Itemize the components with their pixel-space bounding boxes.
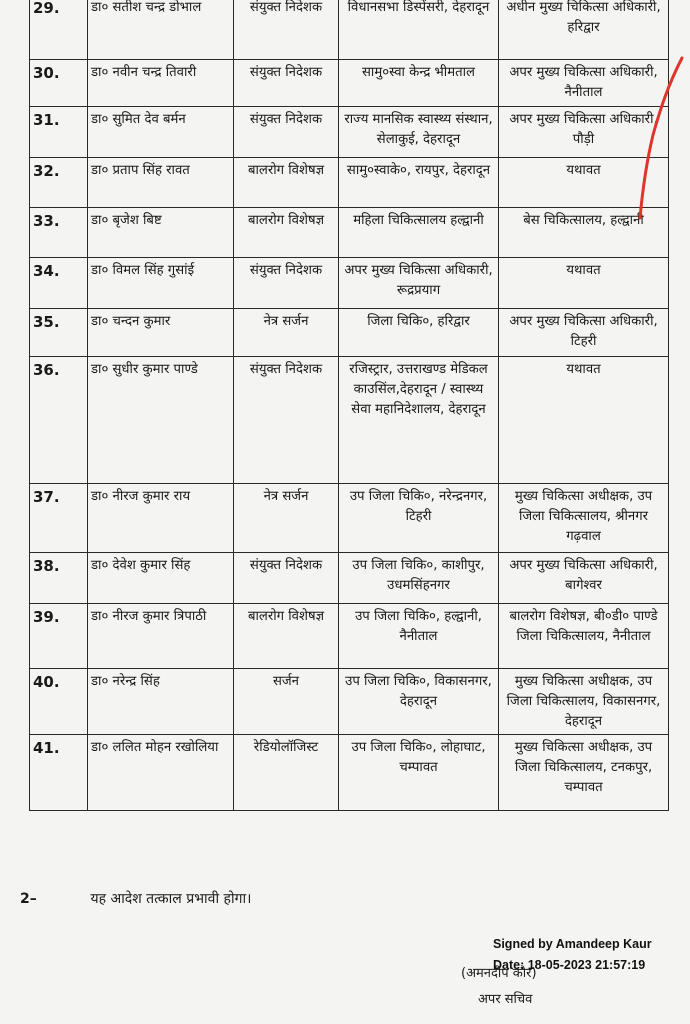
serial-number: 31. bbox=[30, 107, 88, 158]
designation: नेत्र सर्जन bbox=[234, 484, 339, 553]
designation: बालरोग विशेषज्ञ bbox=[234, 158, 339, 208]
current-posting: सामु०स्वा केन्द्र भीमताल bbox=[339, 60, 499, 107]
new-posting: यथावत bbox=[499, 258, 669, 309]
serial-number: 41. bbox=[30, 735, 88, 811]
table-row bbox=[30, 60, 669, 107]
table-row bbox=[30, 208, 669, 258]
new-posting: यथावत bbox=[499, 158, 669, 208]
serial-number: 30. bbox=[30, 60, 88, 107]
serial-number: 29. bbox=[30, 0, 88, 60]
officer-name: डा० सतीश चन्द्र डोभाल bbox=[88, 0, 234, 60]
designation: नेत्र सर्जन bbox=[234, 309, 339, 357]
transfer-table bbox=[29, 0, 669, 811]
designation: बालरोग विशेषज्ञ bbox=[234, 208, 339, 258]
new-posting: अपर मुख्य चिकित्सा अधिकारी, बागेश्वर bbox=[499, 553, 669, 604]
transfer-table-body bbox=[30, 0, 669, 811]
signatory-title: अपर सचिव bbox=[478, 992, 533, 1007]
serial-number: 38. bbox=[30, 553, 88, 604]
officer-name: डा० प्रताप सिंह रावत bbox=[88, 158, 234, 208]
current-posting: उप जिला चिकि०, लोहाघाट, चम्पावत bbox=[339, 735, 499, 811]
paragraph-text: यह आदेश तत्काल प्रभावी होगा। bbox=[90, 891, 252, 907]
current-posting: सामु०स्वाके०, रायपुर, देहरादून bbox=[339, 158, 499, 208]
current-posting: विधानसभा डिस्पेंसरी, देहरादून bbox=[339, 0, 499, 60]
designation: रेडियोलॉजिस्ट bbox=[234, 735, 339, 811]
officer-name: डा० सुधीर कुमार पाण्डे bbox=[88, 357, 234, 484]
current-posting: उप जिला चिकि०, हल्द्वानी, नैनीताल bbox=[339, 604, 499, 669]
designation: संयुक्त निदेशक bbox=[234, 107, 339, 158]
new-posting: मुख्य चिकित्सा अधीक्षक, उप जिला चिकित्सालय, श्रीनगर गढ़वाल bbox=[499, 484, 669, 553]
officer-name: डा० चन्दन कुमार bbox=[88, 309, 234, 357]
table-row bbox=[30, 669, 669, 735]
order-paragraph bbox=[20, 889, 251, 908]
designation: बालरोग विशेषज्ञ bbox=[234, 604, 339, 669]
designation: संयुक्त निदेशक bbox=[234, 258, 339, 309]
table-row bbox=[30, 604, 669, 669]
current-posting: अपर मुख्य चिकित्सा अधिकारी, रूद्रप्रयाग bbox=[339, 258, 499, 309]
new-posting: बालरोग विशेषज्ञ, बी०डी० पाण्डे जिला चिकित्सालय, नैनीताल bbox=[499, 604, 669, 669]
officer-name: डा० ललित मोहन रखोलिया bbox=[88, 735, 234, 811]
officer-name: डा० सुमित देव बर्मन bbox=[88, 107, 234, 158]
serial-number: 32. bbox=[30, 158, 88, 208]
signatory-name: (अमनदीप कौर) bbox=[461, 966, 537, 981]
current-posting: उप जिला चिकि०, विकासनगर, देहरादून bbox=[339, 669, 499, 735]
serial-number: 37. bbox=[30, 484, 88, 553]
designation: संयुक्त निदेशक bbox=[234, 60, 339, 107]
officer-name: डा० बृजेश बिष्ट bbox=[88, 208, 234, 258]
serial-number: 40. bbox=[30, 669, 88, 735]
current-posting: उप जिला चिकि०, नरेन्द्रनगर, टिहरी bbox=[339, 484, 499, 553]
officer-name: डा० नीरज कुमार राय bbox=[88, 484, 234, 553]
table-row bbox=[30, 158, 669, 208]
designation: संयुक्त निदेशक bbox=[234, 357, 339, 484]
designation: सर्जन bbox=[234, 669, 339, 735]
officer-name: डा० विमल सिंह गुसांई bbox=[88, 258, 234, 309]
table-row bbox=[30, 309, 669, 357]
officer-name: डा० नीरज कुमार त्रिपाठी bbox=[88, 604, 234, 669]
table-row bbox=[30, 357, 669, 484]
current-posting: जिला चिकि०, हरिद्वार bbox=[339, 309, 499, 357]
serial-number: 35. bbox=[30, 309, 88, 357]
signed-date: Date: 18-05-2023 21:57:19 bbox=[493, 958, 646, 972]
serial-number: 39. bbox=[30, 604, 88, 669]
designation: संयुक्त निदेशक bbox=[234, 0, 339, 60]
serial-number: 36. bbox=[30, 357, 88, 484]
signed-by: Signed by Amandeep Kaur bbox=[493, 937, 652, 951]
current-posting: महिला चिकित्सालय हल्द्वानी bbox=[339, 208, 499, 258]
new-posting: अधीन मुख्य चिकित्सा अधिकारी, हरिद्वार bbox=[499, 0, 669, 60]
new-posting: यथावत bbox=[499, 357, 669, 484]
officer-name: डा० देवेश कुमार सिंह bbox=[88, 553, 234, 604]
new-posting: अपर मुख्य चिकित्सा अधिकारी, नैनीताल bbox=[499, 60, 669, 107]
serial-number: 33. bbox=[30, 208, 88, 258]
serial-number: 34. bbox=[30, 258, 88, 309]
table-row bbox=[30, 553, 669, 604]
new-posting: मुख्य चिकित्सा अधीक्षक, उप जिला चिकित्सालय, टनकपुर, चम्पावत bbox=[499, 735, 669, 811]
officer-name: डा० नरेन्द्र सिंह bbox=[88, 669, 234, 735]
current-posting: रजिस्ट्रार, उत्तराखण्ड मेडिकल काउसिंल,देहरादून / स्वास्थ्य सेवा महानिदेशालय, देहरादून bbox=[339, 357, 499, 484]
table-row bbox=[30, 735, 669, 811]
designation: संयुक्त निदेशक bbox=[234, 553, 339, 604]
new-posting: अपर मुख्य चिकित्सा अधिकारी, पौड़ी bbox=[499, 107, 669, 158]
table-row bbox=[30, 484, 669, 553]
table-row bbox=[30, 258, 669, 309]
current-posting: राज्य मानसिक स्वास्थ्य संस्थान, सेलाकुई, देहरादून bbox=[339, 107, 499, 158]
new-posting: अपर मुख्य चिकित्सा अधिकारी, टिहरी bbox=[499, 309, 669, 357]
current-posting: उप जिला चिकि०, काशीपुर, उधमसिंहनगर bbox=[339, 553, 499, 604]
table-row bbox=[30, 0, 669, 60]
paragraph-number: 2– bbox=[20, 891, 37, 907]
officer-name: डा० नवीन चन्द्र तिवारी bbox=[88, 60, 234, 107]
table-row bbox=[30, 107, 669, 158]
new-posting: मुख्य चिकित्सा अधीक्षक, उप जिला चिकित्सालय, विकासनगर, देहरादून bbox=[499, 669, 669, 735]
new-posting: बेस चिकित्सालय, हल्द्वानी bbox=[499, 208, 669, 258]
